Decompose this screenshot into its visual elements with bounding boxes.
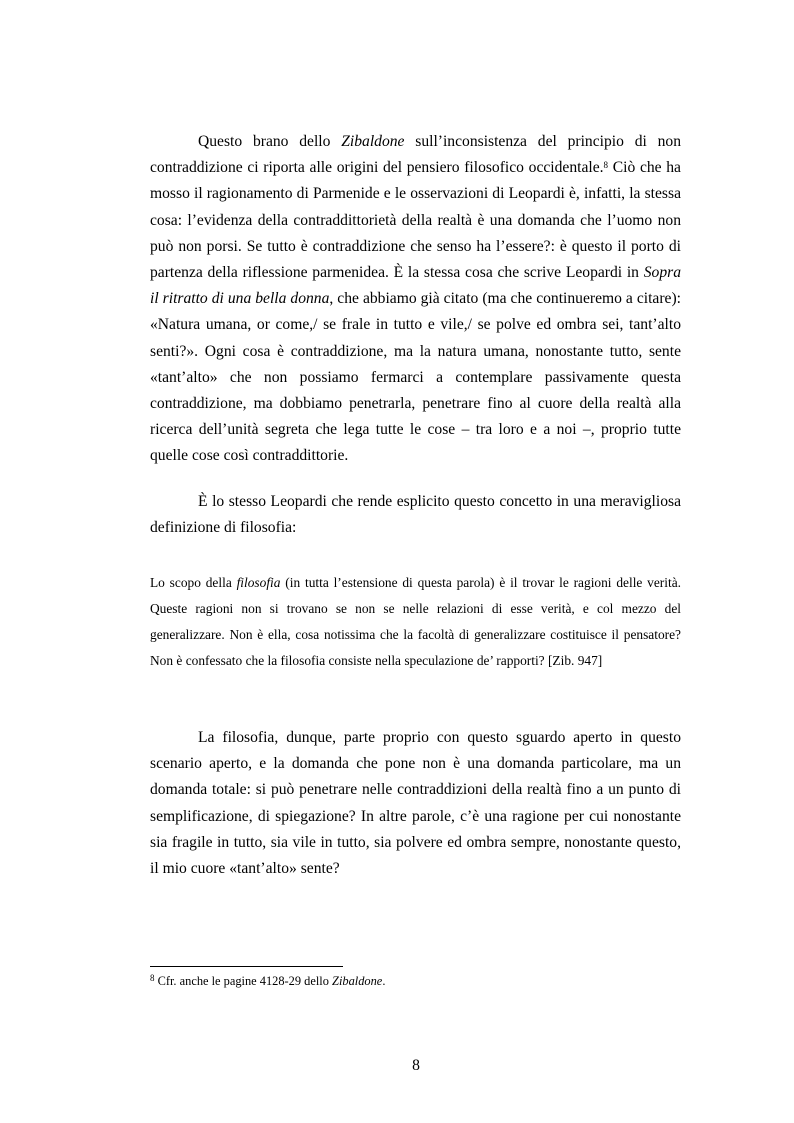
paragraph-1-text-d: , che abbiamo già citato (ma che continueremo a citare): «Natura umana, or come,/ se frale in tutto e vile,/ se polve ed ombra sei, tant’alto senti?». Ogni cosa è contraddizione, ma la natura umana, nonostante tutto, sente «tant’alto» che non possiamo fermarci a contemplare passivamente questa contraddizione, ma dobbiamo penetrarla, penetrare fino al cuore della realtà alla ricerca dell’unità segreta che lega tutte le cose – tra loro e a noi –, proprio tutte quelle cose così contraddittorie. [150, 290, 681, 465]
footnote-separator [150, 966, 343, 967]
body-paragraph-2: È lo stesso Leopardi che rende esplicito questo concetto in una meravigliosa definizione di filosofia: [150, 493, 681, 537]
page-number: 8 [412, 1057, 420, 1074]
paragraph-1-text-a: Questo brano dello [198, 133, 342, 150]
paragraph-1-text-c: Ciò che ha mosso il ragionamento di Parmenide e le osservazioni di Leopardi è, infatti, la stessa cosa: l’evidenza della contraddittorietà della realtà è una domanda che l’uomo non può non porsi. Se tutto è contraddizione che senso ha l’essere?: è questo il porto di partenza della riflessione parmenidea. È la stessa cosa che scrive Leopardi in [150, 159, 681, 282]
quote-text-b: (in tutta l’estensione di questa parola) è il trovar le ragioni delle verità. Queste ragioni non si trovano se non se nelle relazioni di esse verità, e col mezzo del generalizzare. Non è ella, cosa notissima che la facoltà di generalizzare costituisce il pensatore? Non è confessato che la filosofia consiste nella speculazione de’ rapporti? [Zib. 947] [150, 575, 681, 668]
footnote-italic-title: Zibaldone [332, 974, 383, 988]
paragraph-1-text-b: sull’inconsistenza del principio di non contraddizione ci riporta alle origini del pensiero filosofico occidentale. [150, 133, 681, 177]
footnote-number: 8 [150, 973, 155, 983]
footnote-text-a: Cfr. anche le pagine 4128-29 dello [154, 974, 333, 988]
body-paragraph-3: La filosofia, dunque, parte proprio con questo sguardo aperto in questo scenario aperto, e la domanda che pone non è una domanda particolare, ma un domanda totale: si può penetrare nelle contraddizioni della realtà fino a un punto di semplificazione, di spiegazione? In altre parole, c’è una ragione per cui nonostante sia fragile in tutto, sia vile in tutto, sia polvere ed ombra sempre, nonostante questo, il mio cuore «tant’alto» sente? [150, 729, 681, 878]
footnote [150, 973, 385, 989]
poem-title: Sopra il ritratto di una bella donna [150, 264, 681, 308]
quote-italic-term: filosofia [236, 575, 281, 590]
block-quote [150, 570, 681, 674]
footnote-reference[interactable]: 8 [603, 160, 609, 171]
zibaldone-title: Zibaldone [341, 133, 405, 150]
quote-text-a: Lo scopo della [150, 575, 237, 590]
footnote-text-b: . [382, 974, 386, 988]
body-paragraph-1 [150, 129, 681, 470]
